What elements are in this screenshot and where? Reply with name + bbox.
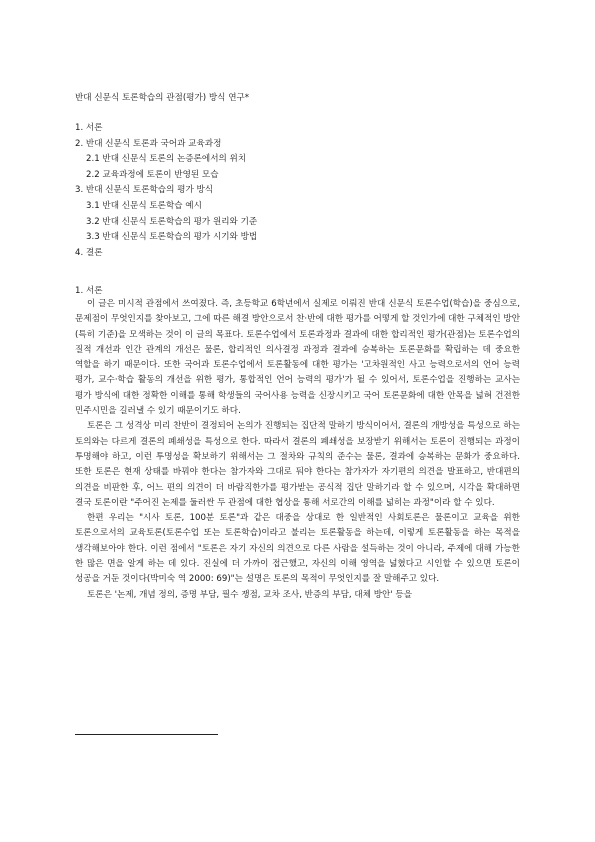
toc-item: 2. 반대 신문식 토론과 국어과 교육과정 bbox=[75, 138, 222, 149]
body-paragraph: 토론은 그 성격상 미리 찬반이 결정되어 논의가 진행되는 집단적 말하기 방식이어서, 결론의 개방성을 특성으로 하는 토의와는 다르게 결론의 폐쇄성을 특성으로 한다. 따라서 결론의 폐쇄성을 보장받기 위해서는 토론이 진행되는 과정이 투명해야 하고, 이런 투명성을 확보하기 위해서는 그 절차와 규칙의 준수는 물론, 결과에 승복하는 문화가 중요하다. 또한 토론은 현재 상태를 바꿔야 한다는 참가자와 그대로 둬야 한다는 참가자가 자기편의 의견을 발표하고, 반대편의 의견을 비판한 후, 어느 편의 의견이 더 바람직한가를 평가받는 공식적 집단 말하기라 할 수 있으며, 시각을 확대하면 결국 토론이란 "주어진 논제를 둘러싼 두 관점에 대한 협상을 통해 서로간의 이해를 넓히는 과정"이라 할 수 있다. bbox=[75, 421, 520, 508]
toc-item: 2.2 교육과정에 토론이 반영된 모습 bbox=[86, 169, 219, 180]
footnote-divider bbox=[75, 734, 218, 735]
body-paragraph: 한편 우리는 "시사 토론, 100분 토론"과 같은 대중을 상대로 한 일반적인 사회토론은 물론이고 교육을 위한 토론으로서의 교육토론(토론수업 또는 토론학습)이라고 불리는 토론활동을 하는데, 이렇게 토론활동을 하는 목적을 생각해보아야 한다. 이런 점에서 "토론은 자기 자신의 의견으로 다른 사람을 설득하는 것이 아니라, 주제에 대해 가능한 한 많은 면을 알게 하는 데 있다. 진실에 더 가까이 접근했고, 자신의 이해 영역을 넓혔다고 시인할 수 있으면 토론이 성공을 거둔 것이다(박미숙 역 2000: 69)"는 설명은 토론의 목적이 무엇인지를 잘 말해주고 있다. bbox=[75, 513, 520, 585]
toc-item: 3.2 반대 신문식 토론학습의 평가 원리와 기준 bbox=[86, 216, 258, 227]
body-paragraph: 토론은 '논제, 개념 정의, 증명 부담, 필수 쟁점, 교차 조사, 반증의 부담, 대체 방안' 등을 bbox=[87, 589, 413, 600]
toc-item: 3.3 반대 신문식 토론학습의 평가 시기와 방법 bbox=[86, 232, 258, 243]
section-heading: 1. 서론 bbox=[75, 286, 103, 296]
body-section bbox=[75, 285, 520, 603]
toc-item: 1. 서론 bbox=[75, 123, 103, 133]
table-of-contents bbox=[75, 121, 535, 261]
paper-title: 반대 신문식 토론학습의 관점(평가) 방식 연구* bbox=[75, 93, 250, 103]
toc-item: 3.1 반대 신문식 토론학습 예시 bbox=[86, 200, 202, 211]
toc-item: 3. 반대 신문식 토론학습의 평가 방식 bbox=[75, 185, 214, 196]
body-paragraph: 이 글은 미시적 관점에서 쓰여졌다. 즉, 초등학교 6학년에서 실제로 이뤄진 반대 신문식 토론수업(학습)을 중심으로, 문제점이 무엇인지를 찾아보고, 그에 따른 해결 방안으로서 찬·반에 대한 평가를 어떻게 할 것인가에 대한 구체적인 방안(특히 기준)을 모색하는 것이 이 글의 목표다. 토론수업에서 토론과정과 결과에 대한 합리적인 평가(관점)는 토론수업의 질적 개선과 인간 관계의 개선은 물론, 합리적인 의사결정 과정과 결과에 승복하는 토론문화를 확립하는 데 중요한 역할을 하기 때문이다. 또한 국어과 토론수업에서 토론활동에 대한 평가는 '고차원적인 사고 능력으로서의 언어 능력 평가, 교수·학습 활동의 개선을 위한 평가, 통합적인 언어 능력의 평가'가 될 수 있어서, 토론수업을 진행하는 교사는 평가 방식에 대한 정확한 이해를 통해 학생들의 국어사용 능력을 신장시키고 국어 토론문화에 대한 안목을 넓혀 건전한 민주시민을 길러낼 수 있기 때문이기도 하다. bbox=[75, 299, 520, 417]
toc-item: 2.1 반대 신문식 토론의 논증론에서의 위치 bbox=[86, 154, 247, 165]
toc-item: 4. 결론 bbox=[75, 247, 103, 258]
